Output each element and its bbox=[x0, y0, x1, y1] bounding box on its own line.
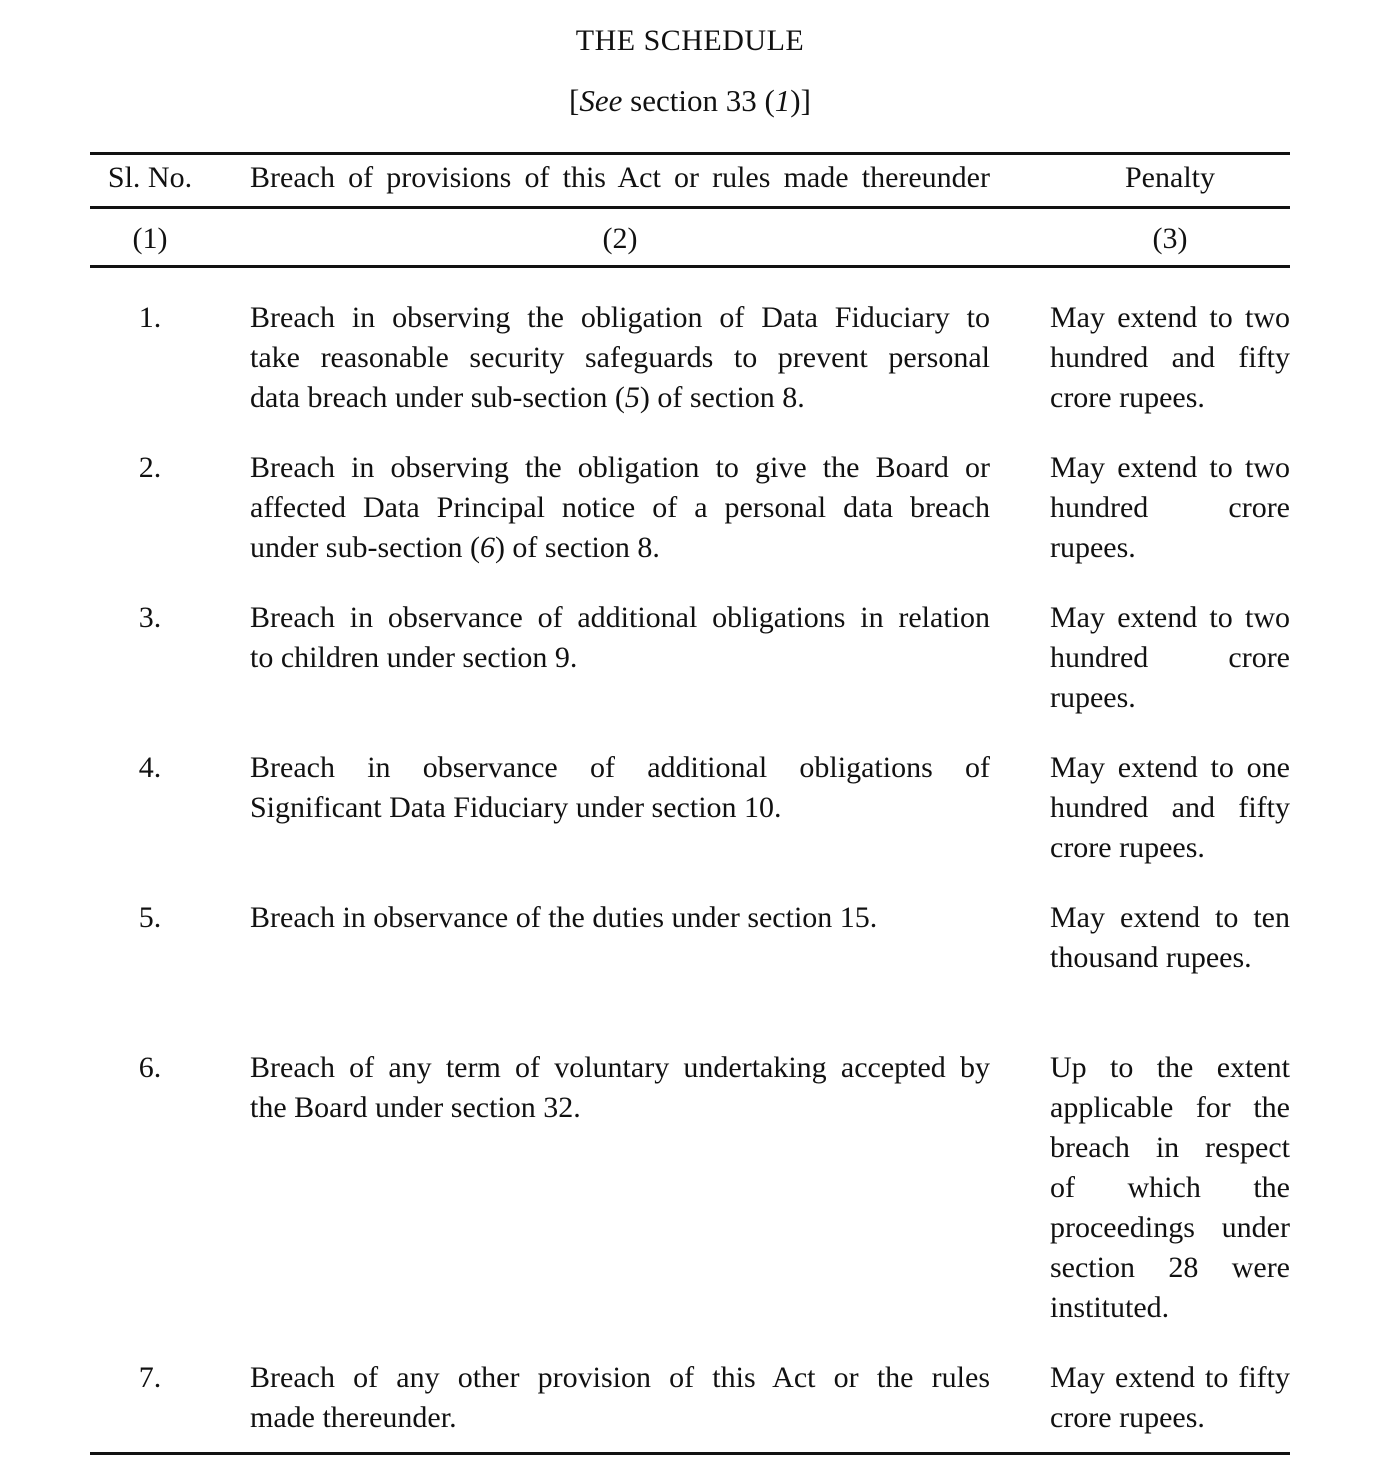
row-penalty bbox=[1050, 748, 1290, 868]
penalty-line: crore rupees. bbox=[1050, 381, 1205, 414]
penalty-line: proceedings under bbox=[1050, 1211, 1290, 1244]
row-sl-no: 7. bbox=[138, 1361, 162, 1394]
reference-subsection: 1 bbox=[774, 83, 791, 118]
header-penalty: Penalty bbox=[1125, 161, 1215, 194]
penalty-line: hundred crore bbox=[1050, 491, 1290, 524]
row-penalty bbox=[1050, 298, 1290, 418]
penalty-line: May extend to fifty bbox=[1050, 1361, 1290, 1394]
header-bottom-rule bbox=[90, 206, 1290, 209]
penalty-line: hundred crore bbox=[1050, 641, 1290, 674]
reference-close: )] bbox=[790, 83, 811, 118]
breach-line: Breach in observance of additional obligations of bbox=[250, 751, 990, 784]
penalty-line: crore rupees. bbox=[1050, 831, 1205, 864]
penalty-line: May extend to one bbox=[1050, 751, 1290, 784]
penalty-line: hundred and fifty bbox=[1050, 341, 1290, 374]
penalty-line: May extend to ten bbox=[1050, 901, 1290, 934]
row-penalty bbox=[1050, 898, 1290, 978]
row-penalty bbox=[1050, 598, 1290, 718]
breach-text: under sub-section ( bbox=[250, 531, 480, 564]
reference-section: section 33 ( bbox=[622, 83, 775, 118]
penalty-line: thousand rupees. bbox=[1050, 941, 1252, 974]
row-penalty bbox=[1050, 1048, 1290, 1328]
table-bottom-rule bbox=[90, 1452, 1290, 1455]
table-top-rule bbox=[90, 152, 1290, 155]
row-breach bbox=[250, 1358, 990, 1438]
schedule-reference bbox=[0, 82, 1380, 120]
penalty-line: May extend to two bbox=[1050, 601, 1290, 634]
subsection-number: 6 bbox=[479, 531, 495, 564]
subsection-number: 5 bbox=[624, 381, 640, 414]
breach-line: Breach of any other provision of this Act or the rules bbox=[250, 1361, 990, 1394]
row-breach bbox=[250, 598, 990, 678]
row-sl-no: 3. bbox=[138, 601, 162, 634]
column-number-2: (2) bbox=[602, 222, 638, 255]
breach-line: Breach of any term of voluntary undertaking accepted by bbox=[250, 1051, 990, 1084]
penalty-line: crore rupees. bbox=[1050, 1401, 1205, 1434]
column-number-1: (1) bbox=[132, 222, 168, 255]
breach-line: take reasonable security safeguards to prevent personal bbox=[250, 341, 990, 374]
row-penalty bbox=[1050, 448, 1290, 568]
header-breach: Breach of provisions of this Act or rules made thereunder bbox=[250, 161, 990, 194]
breach-text: ) of section 8. bbox=[494, 531, 660, 564]
row-sl-no: 5. bbox=[138, 901, 162, 934]
breach-text: ) of section 8. bbox=[639, 381, 805, 414]
penalty-line: rupees. bbox=[1050, 531, 1136, 564]
penalty-line: applicable for the bbox=[1050, 1091, 1290, 1124]
penalty-line: rupees. bbox=[1050, 681, 1136, 714]
row-sl-no: 1. bbox=[138, 301, 162, 334]
breach-line: Breach in observance of additional obligations in relation bbox=[250, 601, 990, 634]
breach-line bbox=[250, 378, 990, 418]
row-breach bbox=[250, 298, 990, 418]
penalty-line: breach in respect bbox=[1050, 1131, 1290, 1164]
reference-open: [ bbox=[569, 83, 580, 118]
breach-line: Breach in observing the obligation of Data Fiduciary to bbox=[250, 301, 990, 334]
row-sl-no: 6. bbox=[138, 1051, 162, 1084]
row-breach bbox=[250, 898, 990, 938]
penalty-line: May extend to two bbox=[1050, 301, 1290, 334]
breach-line bbox=[250, 528, 990, 568]
penalty-line: May extend to two bbox=[1050, 451, 1290, 484]
reference-see: See bbox=[579, 83, 623, 118]
row-sl-no: 4. bbox=[138, 751, 162, 784]
breach-text: data breach under sub-section ( bbox=[250, 381, 625, 414]
breach-line: made thereunder. bbox=[250, 1401, 457, 1434]
header-sl-no: Sl. No. bbox=[107, 161, 193, 194]
breach-line: affected Data Principal notice of a personal data breach bbox=[250, 491, 990, 524]
row-breach bbox=[250, 748, 990, 828]
row-penalty bbox=[1050, 1358, 1290, 1438]
penalty-line: hundred and fifty bbox=[1050, 791, 1290, 824]
row-breach bbox=[250, 448, 990, 568]
column-number-3: (3) bbox=[1152, 222, 1188, 255]
penalty-line: instituted. bbox=[1050, 1291, 1170, 1324]
penalty-line: section 28 were bbox=[1050, 1251, 1290, 1284]
breach-line: to children under section 9. bbox=[250, 641, 578, 674]
breach-line: Significant Data Fiduciary under section 10. bbox=[250, 791, 782, 824]
column-number-bottom-rule bbox=[90, 265, 1290, 268]
schedule-title: THE SCHEDULE bbox=[575, 24, 805, 57]
breach-line: the Board under section 32. bbox=[250, 1091, 581, 1124]
penalty-line: Up to the extent bbox=[1050, 1051, 1290, 1084]
breach-line: Breach in observing the obligation to give the Board or bbox=[250, 451, 990, 484]
row-breach bbox=[250, 1048, 990, 1128]
row-sl-no: 2. bbox=[138, 451, 162, 484]
breach-line: Breach in observance of the duties under section 15. bbox=[250, 901, 878, 934]
penalty-line: of which the bbox=[1050, 1171, 1290, 1204]
